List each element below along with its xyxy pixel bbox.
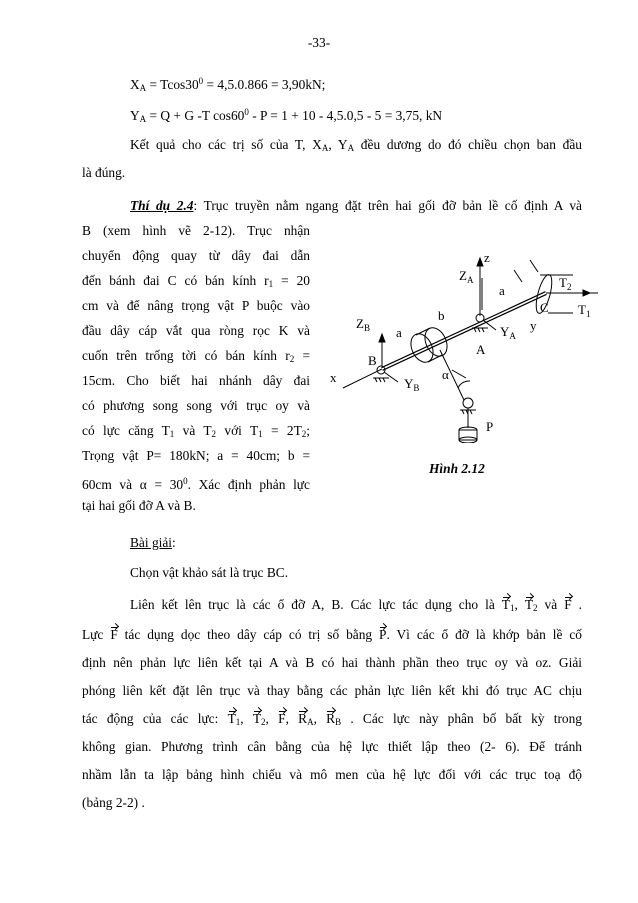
- example-line: đầu dây cáp vắt qua ròng rọc K và: [82, 323, 310, 338]
- example-line: 15cm. Cho biết hai nhánh dây đai: [82, 373, 310, 388]
- solution-line: (bảng 2-2) .: [82, 795, 145, 810]
- example-line: đến bánh đai C có bán kính $r_1 = 20$: [82, 273, 311, 289]
- pulley-k: [463, 398, 473, 408]
- solution-line: nhầm lẫn ta lập bảng hình chiếu và mô men của hệ lực đối với các trục toạ độ: [82, 767, 582, 782]
- solution-line: tác động của các lực: $T_1$, $T_2$, F, $R_A$, $R_B$ . Các lực này phân bố bất kỳ trong: [82, 711, 582, 727]
- label-za: $Z_A$: [459, 268, 474, 285]
- solution-line: Liên kết lên trục là các ổ đỡ A, B. Các lực tác dụng cho là $T_1$, $T_2$ và F .: [130, 597, 582, 613]
- example-line: cm và để nâng trọng vật P buộc vào: [82, 298, 310, 313]
- example-line: có phương song song với trục oy và: [82, 398, 310, 413]
- result-line-1: Kết quả cho các trị số của T, $X_A$, $Y_A$ đều dương do đó chiều chọn ban đầu: [130, 137, 582, 153]
- label-t2: $T_2$: [559, 275, 572, 292]
- label-y: y: [530, 318, 537, 333]
- label-yb: $Y_B$: [404, 376, 420, 393]
- solution-line: định nên phản lực liên kết tại A và B có hai thành phần theo trục oy và oz. Giải: [82, 655, 582, 670]
- example-line: cuốn trên trống tời có bán kính $r_2$ =: [82, 348, 310, 364]
- example-line: chuyển động quay từ dây đai dẫn: [82, 248, 310, 263]
- solution-line: không gian. Phương trình cân bằng của hệ lực thiết lập theo (2- 6). Để tránh: [82, 739, 582, 754]
- solution-line: phóng liên kết đặt lên trục và thay bằng các phản lực liên kết khi đó trục AC chịu: [82, 683, 582, 698]
- label-b: b: [438, 308, 445, 323]
- equation-ya: $Y_A = Q + G$ -T $\cos 60^0 - P = 1 + 10 - 4,5.0,5 - 5 = 3,75$, kN: [130, 107, 443, 124]
- example-intro: Thí dụ 2.4: Trục truyền nằm ngang đặt trên hai gối đỡ bản lề cố định A và: [130, 198, 582, 213]
- example-line: tại hai gối đỡ A và B.: [82, 498, 196, 513]
- label-alpha: α: [442, 367, 449, 382]
- page-number: -33-: [307, 35, 331, 50]
- figure-caption: Hình 2.12: [429, 461, 485, 476]
- example-line: 60cm và $\alpha = 30^0$. Xác định phản lực: [82, 476, 310, 492]
- example-title: Thí dụ 2.4: [130, 198, 194, 213]
- label-t1: $T_1$: [578, 302, 591, 319]
- label-a2: a: [396, 325, 402, 340]
- label-c: C: [540, 300, 549, 315]
- solution-line: Lực F tác dụng dọc theo dây cáp có trị số bằng P. Vì các ổ đỡ là khớp bản lề cố: [82, 627, 583, 642]
- label-x: x: [330, 370, 337, 385]
- label-z: z: [484, 250, 490, 265]
- equation-xa: $X_A = Tcos30^0 = 4,5.0.866 = 3,90kN$;: [130, 76, 326, 93]
- example-line: có lực căng $T_1$ và $T_2$ với $T_1 = 2T_2$;: [82, 423, 310, 439]
- result-line-2: là đúng.: [82, 165, 126, 180]
- label-p: P: [486, 419, 494, 434]
- example-line: B (xem hình vẽ 2-12). Trục nhận: [82, 223, 310, 238]
- label-a1: a: [499, 283, 505, 298]
- label-zb: $Z_B$: [356, 316, 370, 333]
- solution-choose: Chọn vật khảo sát là trục BC.: [130, 565, 289, 580]
- label-ya: $Y_A$: [500, 324, 516, 341]
- label-a-bearing: A: [476, 342, 486, 357]
- example-line: Trọng vật P= 180kN; a = 40cm; b =: [82, 448, 310, 463]
- shaft-figure: [318, 238, 608, 443]
- yb-arrow: [384, 372, 398, 382]
- solution-title: Bài giải:: [130, 535, 176, 550]
- label-b-bearing: B: [368, 353, 377, 368]
